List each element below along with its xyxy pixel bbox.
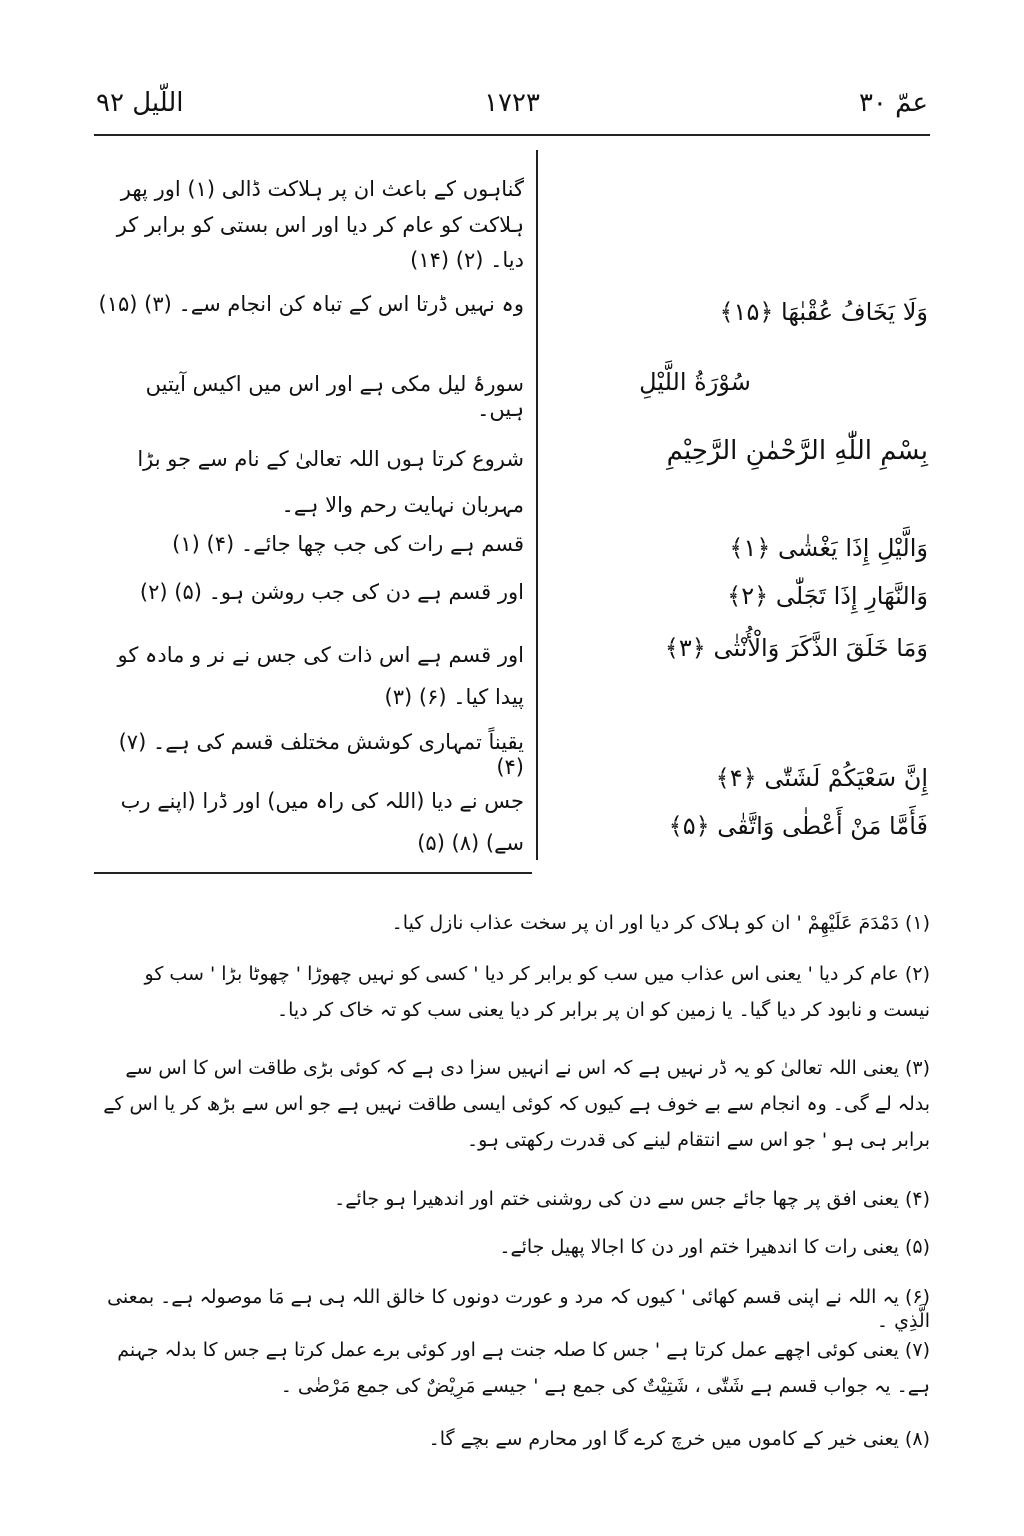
arabic-verse-5: فَأَمَّا مَنْ أَعْطٰى وَاتَّقٰى ﴿۵﴾ xyxy=(668,812,928,840)
arabic-verse-2: وَالنَّهَارِ إِذَا تَجَلّٰى ﴿۲﴾ xyxy=(727,582,928,610)
urdu-translation-2: اور قسم ہے دن کی جب روشن ہو۔ (۵) (۲) xyxy=(139,580,524,604)
header-juz: عمّ ۳۰ xyxy=(858,88,928,118)
urdu-translation-5: جس نے دیا (اللہ کی راہ میں) اور ڈرا (اپنے رب سے) (۸) (۵) xyxy=(120,789,524,855)
arabic-verse-3: وَمَا خَلَقَ الذَّكَرَ وَالْأُنْثٰى ﴿۳﴾ xyxy=(664,634,928,662)
arabic-bismillah: بِسْمِ اللّٰهِ الرَّحْمٰنِ الرَّحِيْمِ xyxy=(666,436,928,466)
footnote-5: (۵) یعنی رات کا اندھیرا ختم اور دن کا اجالا پھیل جائے۔ xyxy=(499,1236,930,1258)
header-page-number: ۱۷۲۳ xyxy=(484,88,540,118)
footnote-2: (۲) عام کر دیا ' یعنی اس عذاب میں سب کو برابر کر دیا ' کسی کو نہیں چھوڑا ' چھوٹا بڑا ' سب کو نیست و نابود کر دیا گیا۔ یا زمین کو ان پر برابر کر دیا یعنی سب کو تہ خاک کر دیا۔ xyxy=(144,963,930,1022)
footnote-6: (۶) یہ اللہ نے اپنی قسم کھائی ' کیوں کہ مرد و عورت دونوں کا خالق اللہ ہی ہے مَا موصولہ ہے۔ بمعنی الَّذِي ۔ xyxy=(107,1286,930,1332)
urdu-translation-14: گناہوں کے باعث ان پر ہلاکت ڈالی (۱) اور پھر ہلاکت کو عام کر دیا اور اس بستی کو برابر کر دیا۔ (۲) (۱۴) xyxy=(116,177,524,273)
arabic-verse-15: وَلَا يَخَافُ عُقْبٰهَا ﴿۱۵﴾ xyxy=(719,298,928,326)
arabic-verse-4: إِنَّ سَعْيَكُمْ لَشَتّٰى ﴿۴﴾ xyxy=(715,764,928,792)
footnote-3: (۳) یعنی اللہ تعالیٰ کو یہ ڈر نہیں ہے کہ اس نے انہیں سزا دی ہے کہ کوئی بڑی طاقت اس کا اس سے بدلہ لے گی۔ وہ انجام سے بے خوف ہے کیوں کہ کوئی ایسی طاقت نہیں ہے جو اس سے بڑھ کر یا اس کے برابر ہی ہو ' جو اس سے انتقام لینے کی قدرت رکھتی ہو۔ xyxy=(103,1057,930,1152)
header-surah: اللّیل ۹۲ xyxy=(96,88,184,118)
urdu-bismillah: شروع کرتا ہوں اللہ تعالیٰ کے نام سے جو بڑا مہربان نہایت رحم والا ہے۔ xyxy=(137,447,524,518)
urdu-translation-3: اور قسم ہے اس ذات کی جس نے نر و مادہ کو پیدا کیا۔ (۶) (۳) xyxy=(117,643,524,709)
urdu-translation-15: وہ نہیں ڈرتا اس کے تباہ کن انجام سے۔ (۳) (۱۵) xyxy=(98,292,524,316)
footnote-4: (۴) یعنی افق پر چھا جائے جس سے دن کی روشنی ختم اور اندھیرا ہو جائے۔ xyxy=(334,1188,930,1210)
urdu-translation-1: قسم ہے رات کی جب چھا جائے۔ (۴) (۱) xyxy=(172,532,524,556)
column-divider xyxy=(536,150,538,860)
footnote-1: (۱) دَمْدَمَ عَلَيْهِمْ ' ان کو ہلاک کر دیا اور ان پر سخت عذاب نازل کیا۔ xyxy=(391,912,930,934)
surah-title: سُوْرَةُ اللَّيْلِ xyxy=(639,368,751,396)
footnote-7: (۷) یعنی کوئی اچھے عمل کرتا ہے ' جس کا صلہ جنت ہے اور کوئی برے عمل کرتا ہے جس کا بدلہ جہنم ہے۔ یہ جواب قسم ہے شَتّٰى ، شَتِيْتٌ کی جمع ہے ' جیسے مَرِيْضٌ کی جمع مَرْضٰى ۔ xyxy=(117,1339,930,1398)
surah-intro: سورۂ لیل مکی ہے اور اس میں اکیس آیتیں ہیں۔ xyxy=(145,372,524,422)
urdu-translation-4: یقیناً تمہاری کوشش مختلف قسم کی ہے۔ (۷) (۴) xyxy=(118,730,524,780)
header-rule xyxy=(94,134,930,136)
footnote-8: (۸) یعنی خیر کے کاموں میں خرچ کرے گا اور محارم سے بچے گا۔ xyxy=(428,1428,930,1450)
footnote-rule xyxy=(94,872,532,874)
arabic-verse-1: وَالَّيْلِ إِذَا يَغْشٰى ﴿۱﴾ xyxy=(729,534,928,562)
